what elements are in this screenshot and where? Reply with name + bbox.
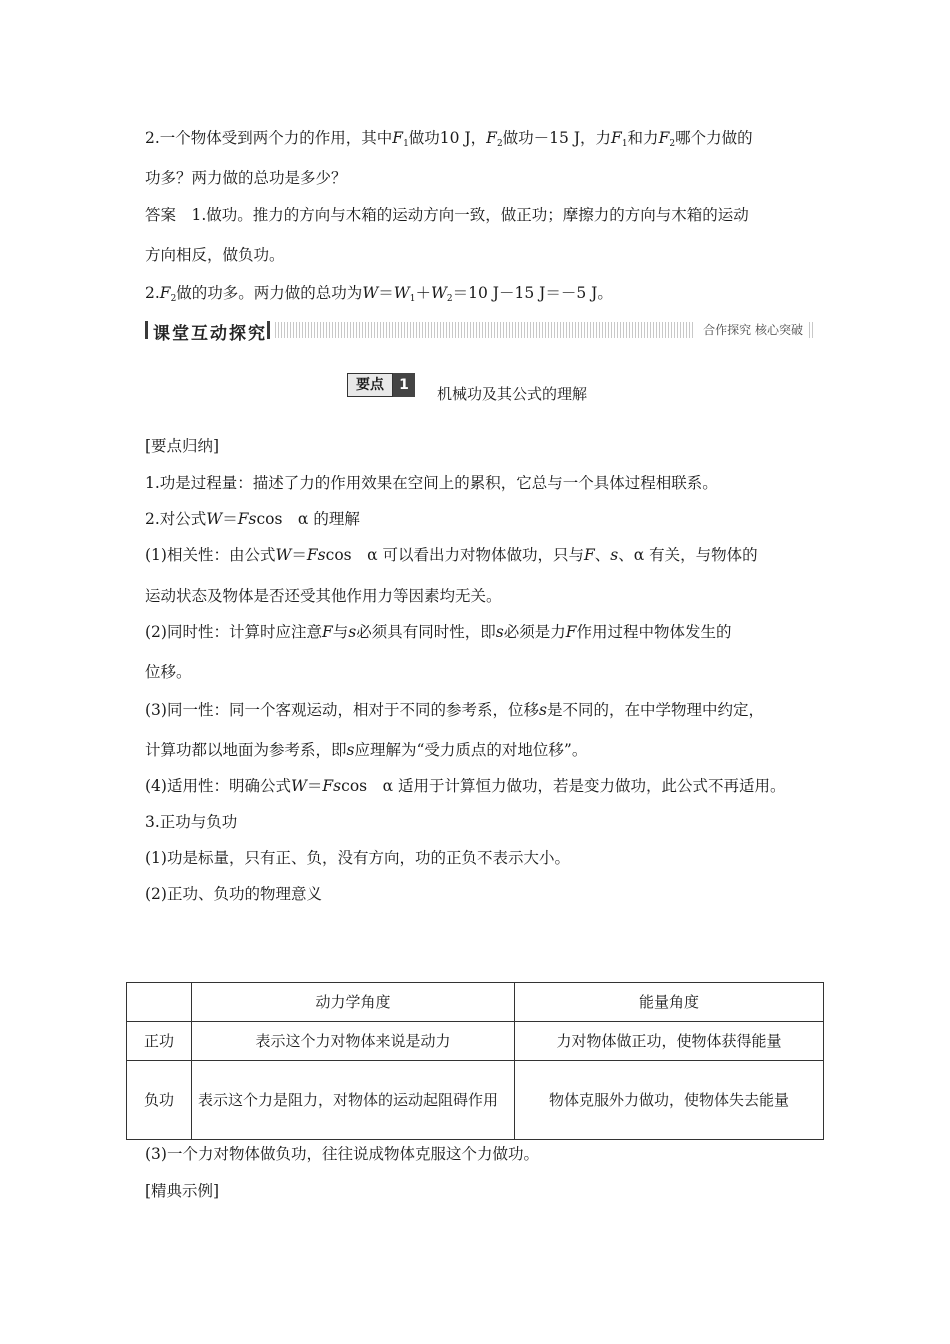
after-p13: (3)一个力对物体做负功，往往说成物体克服这个力做功。 xyxy=(145,1145,539,1163)
var-F: F xyxy=(565,623,577,641)
answer-line-1: 答案 1.做功。推力的方向与木箱的运动方向一致，做正功；摩擦力的方向与木箱的运动 xyxy=(145,206,749,224)
table-header-cell: 能量角度 xyxy=(515,983,824,1022)
text: 2.一个物体受到两个力的作用，其中 xyxy=(145,129,393,147)
text: 做的功多。两力做的总功为 xyxy=(176,284,363,302)
answer-line-2: 方向相反，做负功。 xyxy=(145,246,285,264)
text: 做功－15 J，力 xyxy=(502,129,612,147)
var-W: W xyxy=(290,777,307,795)
summary-p8 xyxy=(145,740,587,760)
text: 作用过程中物体发生的 xyxy=(576,623,732,641)
text: 2. xyxy=(145,284,160,302)
subscript: 1 xyxy=(621,139,628,149)
text: ＝ xyxy=(291,546,307,564)
banner-subtitle: 合作探究 核心突破 xyxy=(695,321,807,338)
var-Fs: Fs xyxy=(322,777,342,795)
var-F: F xyxy=(321,623,333,641)
summary-p12: (2)正功、负功的物理意义 xyxy=(145,885,322,903)
question-line-1 xyxy=(145,128,753,154)
subscript: 1 xyxy=(409,294,416,304)
text: 、α 有关，与物体的 xyxy=(618,546,758,564)
text: 必须具有同时性，即 xyxy=(356,623,496,641)
table-cell: 表示这个力是阻力，对物体的运动起阻碍作用 xyxy=(192,1061,515,1140)
var-W: W xyxy=(430,284,447,302)
var-W: W xyxy=(393,284,410,302)
keypoint-number: 1 xyxy=(393,373,415,397)
var-s: s xyxy=(348,623,357,641)
banner-bar-right xyxy=(267,321,270,339)
text: 、 xyxy=(594,546,611,564)
summary-p5 xyxy=(145,622,732,642)
text: (1)相关性：由公式 xyxy=(145,546,276,564)
var-F: F xyxy=(584,546,595,564)
text: ＝10 J－15 J＝－5 J。 xyxy=(452,284,613,302)
text: 2.对公式 xyxy=(145,510,207,528)
examples-heading: [精典示例] xyxy=(145,1182,220,1200)
section-banner xyxy=(145,318,815,342)
text: 是不同的，在中学物理中约定， xyxy=(546,701,764,719)
table-cell: 物体克服外力做功，使物体失去能量 xyxy=(515,1061,824,1140)
var-F: F xyxy=(611,129,622,147)
var-W: W xyxy=(362,284,379,302)
subscript: 2 xyxy=(170,294,177,304)
summary-p4: 运动状态及物体是否还受其他作用力等因素均无关。 xyxy=(145,587,502,605)
banner-bar-left xyxy=(145,321,148,339)
var-F: F xyxy=(159,284,171,302)
var-Fs: Fs xyxy=(237,510,257,528)
var-Fs: Fs xyxy=(306,546,326,564)
text: ＝ xyxy=(306,777,323,795)
summary-p1: 1.功是过程量：描述了力的作用效果在空间上的累积，它总与一个具体过程相联系。 xyxy=(145,474,718,492)
summary-p2 xyxy=(145,509,360,529)
var-s: s xyxy=(495,623,504,641)
work-table xyxy=(126,982,824,1140)
text: cos α 适用于计算恒力做功，若是变力做功，此公式不再适用。 xyxy=(341,777,786,795)
text: cos α 的理解 xyxy=(256,510,360,528)
var-F: F xyxy=(392,129,404,147)
text: 做功10 J， xyxy=(408,129,487,147)
summary-p9 xyxy=(145,776,786,796)
table-cell: 力对物体做正功，使物体获得能量 xyxy=(515,1022,824,1061)
text: 和力 xyxy=(627,129,659,147)
text: 必须是力 xyxy=(503,623,566,641)
text: ＋ xyxy=(415,284,431,302)
text: cos α 可以看出力对物体做功，只与 xyxy=(325,546,585,564)
text: ＝ xyxy=(378,284,394,302)
table-cell: 正功 xyxy=(127,1022,192,1061)
table-cell: 负功 xyxy=(127,1061,192,1140)
table-header-cell xyxy=(127,983,192,1022)
question-line-2: 功多？两力做的总功是多少？ xyxy=(145,169,347,187)
subscript: 2 xyxy=(496,139,503,149)
var-W: W xyxy=(206,510,223,528)
summary-p11: (1)功是标量，只有正、负，没有方向，功的正负不表示大小。 xyxy=(145,849,570,867)
text: 哪个力做的 xyxy=(675,129,753,147)
subscript: 1 xyxy=(403,139,409,149)
subscript: 2 xyxy=(446,294,453,304)
summary-heading: [要点归纳] xyxy=(145,437,220,455)
var-F: F xyxy=(658,129,670,147)
keypoint-title: 机械功及其公式的理解 xyxy=(437,385,588,403)
answer-line-3 xyxy=(145,283,613,309)
subscript: 2 xyxy=(669,139,676,149)
summary-p10: 3.正功与负功 xyxy=(145,813,238,831)
keypoint-label: 要点 xyxy=(347,373,393,397)
summary-p7 xyxy=(145,700,764,720)
text: (2)同时性：计算时应注意 xyxy=(145,623,322,641)
summary-p6: 位移。 xyxy=(145,663,192,681)
text: (3)同一性：同一个客观运动，相对于不同的参考系，位移 xyxy=(145,701,539,719)
var-W: W xyxy=(275,546,292,564)
text: 应理解为“受力质点的对地位移”。 xyxy=(354,741,588,759)
text: (4)适用性：明确公式 xyxy=(145,777,291,795)
var-s: s xyxy=(346,741,355,759)
text: ＝ xyxy=(222,510,238,528)
text: 计算功都以地面为参考系，即 xyxy=(145,741,347,759)
banner-title: 课堂互动探究 xyxy=(153,324,267,344)
table-row xyxy=(127,1061,824,1140)
table-cell: 表示这个力对物体来说是动力 xyxy=(192,1022,515,1061)
summary-p3 xyxy=(145,545,758,565)
table-header-cell: 动力学角度 xyxy=(192,983,515,1022)
var-s: s xyxy=(610,546,619,564)
table-header-row xyxy=(127,983,824,1022)
table-row xyxy=(127,1022,824,1061)
var-s: s xyxy=(538,701,547,719)
var-F: F xyxy=(486,129,497,147)
text: 与 xyxy=(332,623,349,641)
